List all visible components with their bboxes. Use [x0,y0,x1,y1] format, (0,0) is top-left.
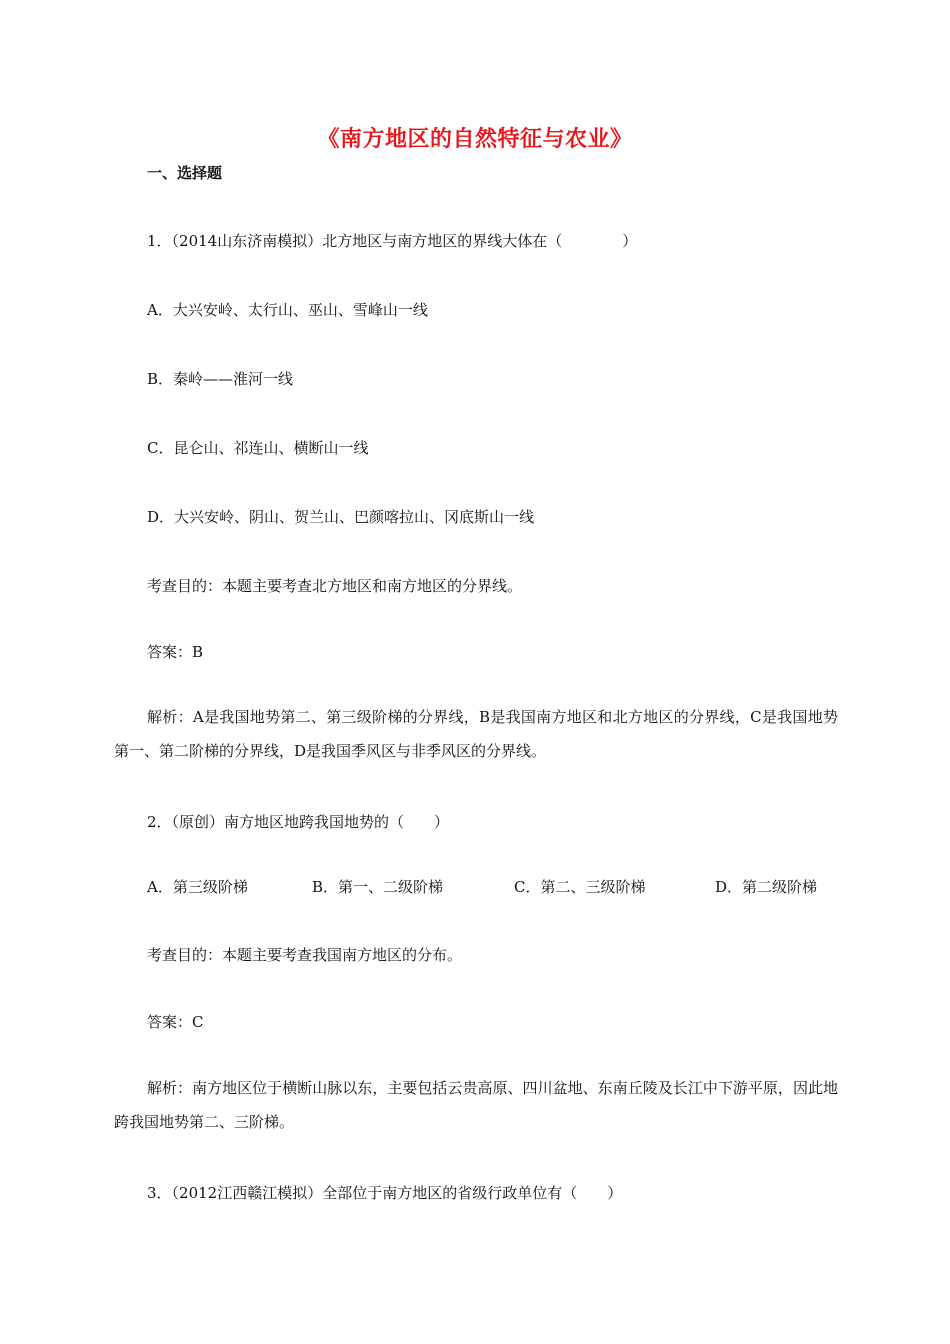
section-heading: 一、选择题 [147,164,223,182]
question-2-analysis: 解析：南方地区位于横断山脉以东，主要包括云贵高原、四川盆地、东南丘陵及长江中下游平原，因此地跨我国地势第二、三阶梯。 [114,1079,838,1131]
question-2-option-c: C．第二、三级阶梯 [514,878,646,896]
question-2-answer: 答案：C [147,1013,204,1031]
question-1-option-b: B．秦岭——淮河一线 [147,370,294,388]
question-2-purpose: 考查目的：本题主要考查我国南方地区的分布。 [147,946,463,964]
question-2-option-a: A．第三级阶梯 [147,878,248,896]
question-2-option-d: D．第二级阶梯 [715,878,818,896]
question-2-option-b: B．第一、二级阶梯 [312,878,444,896]
document-title: 《南方地区的自然特征与农业》 [317,127,633,152]
question-1-option-c: C．昆仑山、祁连山、横断山一线 [147,439,369,457]
question-2-stem: 2．（原创）南方地区地跨我国地势的（ ） [147,813,450,831]
question-1-option-d: D．大兴安岭、阴山、贺兰山、巴颜喀拉山、冈底斯山一线 [147,508,535,526]
question-1-purpose: 考查目的：本题主要考查北方地区和南方地区的分界线。 [147,577,523,595]
question-1-analysis: 解析：A是我国地势第二、第三级阶梯的分界线，B是我国南方地区和北方地区的分界线，C是我国地势第一、第二阶梯的分界线，D是我国季风区与非季风区的分界线。 [114,708,838,760]
question-3-stem: 3．（2012江西赣江模拟）全部位于南方地区的省级行政单位有（ ） [147,1184,623,1202]
question-2-options [147,876,847,900]
question-1-option-a: A．大兴安岭、太行山、巫山、雪峰山一线 [147,301,428,319]
question-1-stem: 1．（2014山东济南模拟）北方地区与南方地区的界线大体在（ ） [147,232,638,250]
question-1-answer: 答案：B [147,643,204,661]
